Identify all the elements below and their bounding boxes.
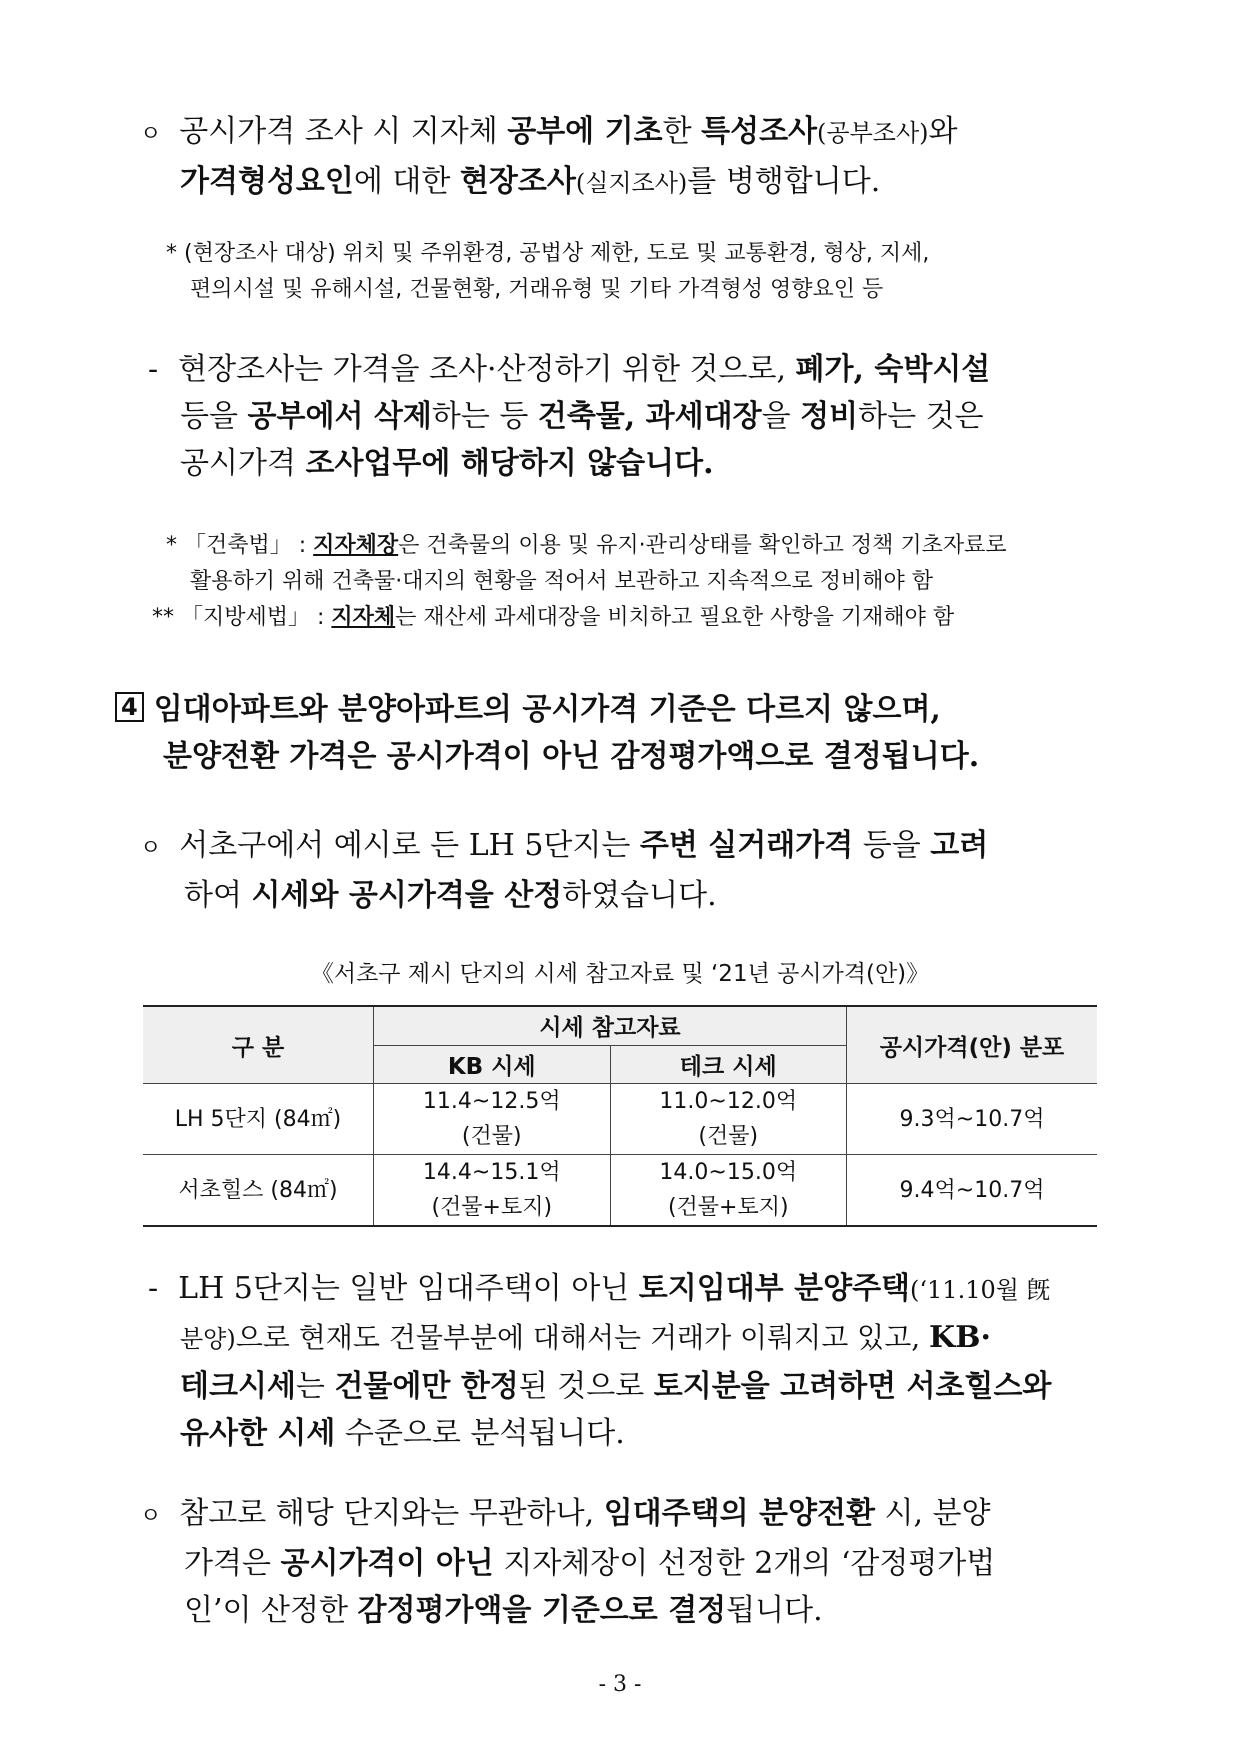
bullet-mark: ㅇ [140,122,162,147]
bullet-mark: ㅇ [140,836,162,861]
bullet-paragraph-lh5: ㅇ 서초구에서 예시로 든 LH 5단지는 주변 실거래가격 등을 고려 하여 시세와 공시가격을 산정하였습니다. [140,828,989,913]
dash-paragraph-lh5-analysis: - LH 5단지는 일반 임대주택이 아닌 토지임대부 분양주택(‘11.10월 旣 분양)으로 현재도 건물부분에 대해서는 거래가 이뤄지고 있고, KB· 테크시세는 건물에만 한정된 것으로 토지분을 고려하면 서초힐스와 유사한 시세 수준으로 분석됩니다. [148,1271,1052,1451]
header-official-price: 공시가격(안) 분포 [847,1006,1098,1084]
row-name: 서초힐스 (84㎡) [143,1155,374,1227]
tech-cell: 11.0~12.0억 (건물) [610,1084,847,1155]
tech-cell: 14.0~15.0억 (건물+토지) [610,1155,847,1227]
price-table [143,1005,1097,1227]
header-kb: KB 시세 [374,1045,611,1084]
section-number-box: 4 [115,692,144,722]
table-caption: 《서초구 제시 단지의 시세 참고자료 및 ‘21년 공시가격(안)》 [310,961,930,987]
footnote-field-survey-targets: * (현장조사 대상) 위치 및 주위환경, 공법상 제한, 도로 및 교통환경, 형상, 지세, 편의시설 및 유해시설, 건물현황, 거래유형 및 기타 가격형성 영향요인 등 [166,241,930,302]
official-cell: 9.4억~10.7억 [847,1155,1098,1227]
header-market-reference: 시세 참고자료 [374,1006,847,1045]
row-name: LH 5단지 (84㎡) [143,1084,374,1155]
table-row [143,1155,1097,1227]
dash-paragraph-field-survey: - 현장조사는 가격을 조사·산정하기 위한 것으로, 폐가, 숙박시설 등을 공부에서 삭제하는 등 건축물, 과세대장을 정비하는 것은 공시가격 조사업무에 해당하지 않습니다. [148,352,991,481]
bullet-paragraph-survey: ㅇ 공시가격 조사 시 지자체 공부에 기초한 특성조사(공부조사)와 가격형성요인에 대한 현장조사(실지조사)를 병행합니다. [140,114,958,199]
kb-cell: 11.4~12.5억 (건물) [374,1084,611,1155]
bullet-paragraph-conversion: ㅇ 참고로 해당 단지와는 무관하나, 임대주택의 분양전환 시, 분양 가격은 공시가격이 아닌 지자체장이 선정한 2개의 ‘감정평가법 인’이 산정한 감정평가액을 기준으로 결정됩니다. [140,1496,996,1628]
official-cell: 9.3억~10.7억 [847,1084,1098,1155]
header-category: 구 분 [143,1006,374,1084]
bullet-mark: ㅇ [140,1504,162,1529]
header-tech: 테크 시세 [610,1045,847,1084]
page-number: - 3 - [598,1672,642,1697]
kb-cell: 14.4~15.1억 (건물+토지) [374,1155,611,1227]
section-heading-4: 4 임대아파트와 분양아파트의 공시가격 기준은 다르지 않으며, 분양전환 가격은 공시가격이 아닌 감정평가액으로 결정됩니다. [115,686,1105,780]
table-row [143,1084,1097,1155]
footnote-laws: * 「건축법」 : 지자체장은 건축물의 이용 및 유지·관리상태를 확인하고 정책 기초자료로 활용하기 위해 건축물·대지의 현황을 적어서 보관하고 지속적으로 정비해야 함 ** 「지방세법」 : 지자체는 재산세 과세대장을 비치하고 필요한 사항을 기재해야 함 [152,533,1007,630]
